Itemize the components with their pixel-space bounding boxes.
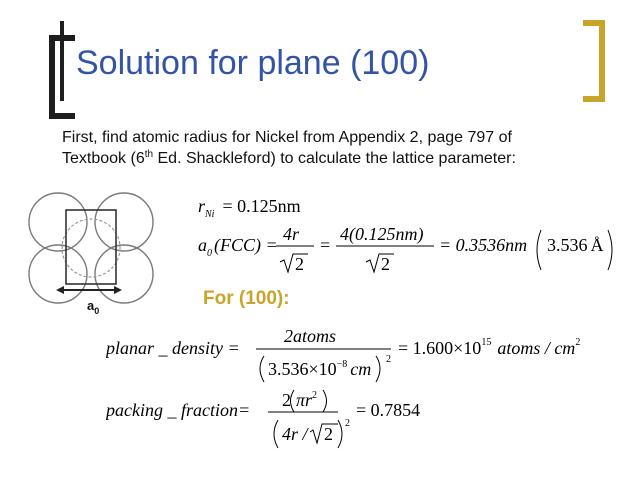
slide-title: Solution for plane (100) (76, 44, 430, 82)
svg-text:2: 2 (386, 354, 391, 365)
intro-line-1: First, find atomic radius for Nickel from Appendix 2, page 797 of (62, 129, 512, 146)
diagram-label: $a_0$ (87, 298, 100, 316)
radius-value: = 0.125nm (222, 196, 301, 216)
intro-text (62, 127, 622, 169)
svg-text:=: = (320, 235, 331, 255)
equation-planar-density (106, 318, 606, 386)
svg-text:= 0.7854: = 0.7854 (356, 400, 421, 420)
intro-line-2-pre: Textbook (6 (62, 150, 145, 167)
right-bracket-decoration (583, 20, 605, 102)
svg-text:4r: 4r (283, 224, 300, 244)
radius-symbol: r (198, 196, 206, 216)
equation-packing-fraction (106, 386, 506, 462)
intro-line-2-post: Ed. Shackleford) to calculate the lattice parameter: (153, 150, 516, 167)
svg-text:packing _ fraction=: packing _ fraction= (106, 400, 251, 420)
fcc-100-plane-diagram (26, 186, 166, 318)
left-bracket-accent (60, 21, 64, 101)
svg-text:4(0.125nm): 4(0.125nm) (340, 224, 424, 244)
equation-lattice-parameter (196, 218, 616, 280)
svg-text:3.536×10−8cm: $3.536\times 10^{-8}$ cm (268, 359, 372, 379)
corner-atom-top-left (29, 193, 87, 251)
svg-text:planar _ density =: planar _ density = (106, 338, 240, 358)
for-100-heading: For (100): (203, 288, 290, 309)
svg-text:2: 2 (282, 390, 291, 410)
svg-text:a0(FCC) =: $a_0$ (FCC) = (198, 235, 278, 259)
svg-text:3.536Å: 3.536 Å (547, 235, 604, 255)
corner-atom-bottom-left (29, 245, 87, 303)
svg-text:2: 2 (324, 424, 333, 444)
svg-text:4r /: 4r / (282, 424, 308, 444)
svg-text:= 0.3536nm: = 0.3536nm (439, 235, 528, 255)
svg-text:πr2: $\pi r^2$ (296, 390, 318, 410)
arrow-head-left (56, 286, 64, 294)
svg-text:2: 2 (381, 254, 390, 274)
svg-text:2atoms: 2atoms (284, 326, 337, 346)
intro-line-2-sup: th (144, 149, 154, 160)
svg-text:= 1.600×1015atoms / cm2: = $1.600\times 10^{15}$ atoms / $cm^2$ (398, 337, 581, 358)
svg-text:2: 2 (295, 254, 304, 274)
svg-text:rNi= 0.125nm (198, 196, 301, 220)
radius-subscript: Ni (205, 209, 215, 220)
arrow-head-right (114, 286, 122, 294)
svg-text:2: 2 (345, 418, 350, 429)
corner-atom-top-right (95, 193, 153, 251)
